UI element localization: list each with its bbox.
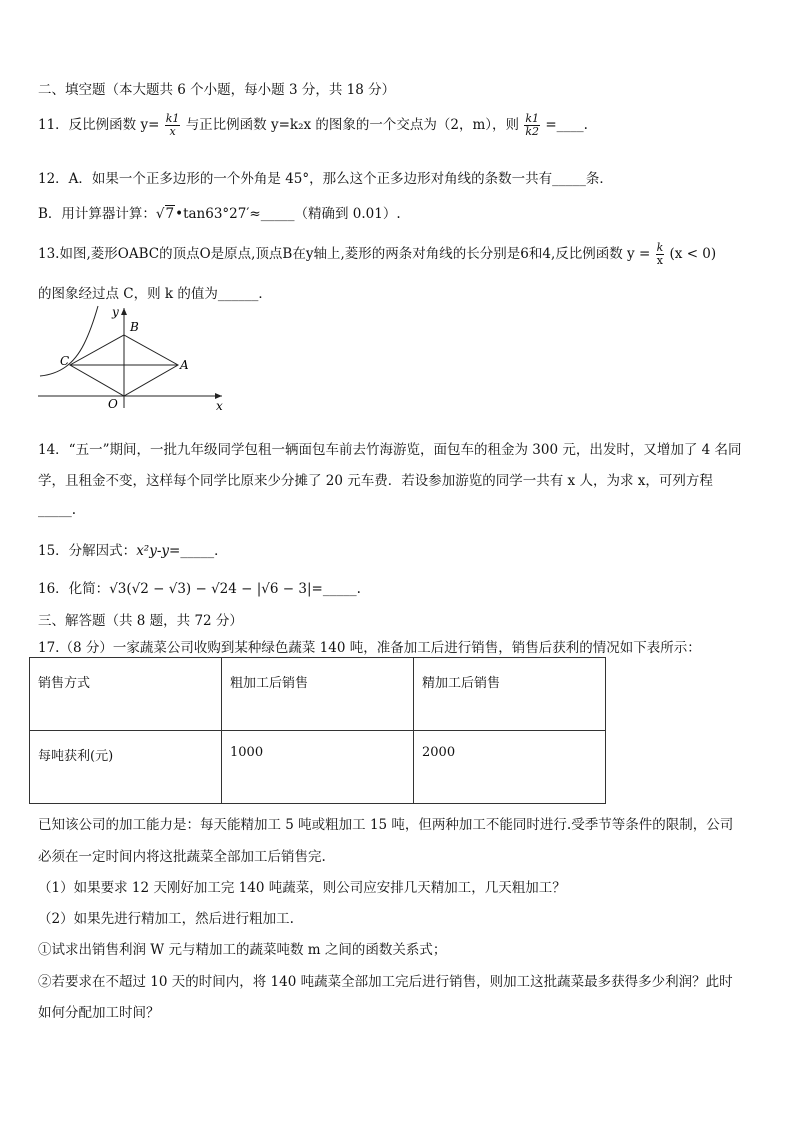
q11-fraction-1 bbox=[165, 113, 181, 138]
section-2-title: 二、填空题（本大题共 6 个小题，每小题 3 分，共 18 分） bbox=[38, 82, 396, 98]
table-header-cell: 精加工后销售 bbox=[414, 658, 606, 731]
q16-prefix: 16．化简： bbox=[38, 581, 110, 597]
q13-condition: (x < 0) bbox=[669, 246, 717, 262]
question-12a: 12．A．如果一个正多边形的一个外角是 45°，那么这个正多边形对角线的条数一共有_____条． bbox=[38, 171, 613, 187]
label-A: A bbox=[180, 358, 189, 372]
question-17-intro: 17.（8 分）一家蔬菜公司收购到某种绿色蔬菜 140 吨，准备加工后进行销售，销售后获利的情况如下表所示： bbox=[38, 640, 701, 656]
table-header-cell: 销售方式 bbox=[30, 658, 222, 731]
q13-frac-denominator: x bbox=[656, 254, 663, 267]
q13-frac-numerator: k bbox=[656, 241, 664, 254]
q15-prefix: 15．分解因式： bbox=[38, 543, 137, 559]
question-14-line-3: _____. bbox=[38, 502, 77, 518]
q12b-prefix: B．用计算器计算： bbox=[38, 206, 156, 222]
question-17-para-1: 已知该公司的加工能力是：每天能精加工 5 吨或粗加工 15 吨，但两种加工不能同时进行.受季节等条件的限制，公司 bbox=[38, 817, 734, 833]
q13-fraction bbox=[656, 242, 665, 267]
question-17-sub-1: （1）如果要求 12 天刚好加工完 140 吨蔬菜，则公司应安排几天精加工，几天粗加工？ bbox=[38, 880, 566, 896]
q16-expression: √3(√2 − √3) − √24 − |√6 − 3| bbox=[109, 581, 312, 597]
q11-prefix: 11．反比例函数 y= bbox=[38, 117, 160, 133]
q12b-suffix: •tan63°27′≈_____（精确到 0.01）. bbox=[175, 206, 401, 222]
label-C: C bbox=[60, 354, 70, 368]
table-cell: 2000 bbox=[414, 731, 606, 804]
rhombus-diagram bbox=[34, 302, 234, 412]
question-13-line-1 bbox=[38, 242, 716, 267]
q15-expression: x²y-y bbox=[136, 543, 170, 559]
question-17-sub-2: （2）如果先进行精加工，然后进行粗加工. bbox=[38, 911, 294, 927]
section-3-title: 三、解答题（共 8 题，共 72 分） bbox=[38, 613, 243, 629]
label-x: x bbox=[216, 399, 223, 412]
q11-frac2-denominator: k2 bbox=[525, 125, 540, 138]
sqrt-sign: √ bbox=[155, 206, 165, 222]
label-y: y bbox=[112, 305, 119, 319]
question-17-sub-2b-line-2: 如何分配加工时间？ bbox=[38, 1005, 160, 1021]
q15-suffix: =_____． bbox=[169, 543, 228, 559]
q11-suffix: =____. bbox=[545, 117, 588, 133]
q12b-radicand: 7 bbox=[165, 206, 175, 222]
q11-fraction-2 bbox=[524, 113, 540, 138]
q11-middle: 与正比例函数 y=k₂x 的图象的一个交点为（2，m），则 bbox=[185, 117, 520, 133]
table-cell: 每吨获利(元) bbox=[30, 731, 222, 804]
sales-table bbox=[29, 657, 606, 804]
q13-prefix: 13.如图,菱形OABC的顶点O是原点,顶点B在y轴上,菱形的两条对角线的长分别是6和4,反比例函数 y = bbox=[38, 246, 651, 262]
q11-frac1-numerator: k1 bbox=[165, 112, 180, 125]
question-15 bbox=[38, 539, 228, 559]
question-12b bbox=[38, 202, 401, 222]
table-row bbox=[30, 731, 606, 804]
question-16 bbox=[38, 577, 361, 597]
label-O: O bbox=[108, 397, 118, 411]
question-14-line-1: 14．“五一”期间，一批九年级同学包租一辆面包车前去竹海游览，面包车的租金为 300 元，出发时，又增加了 4 名同 bbox=[38, 442, 742, 458]
question-17-sub-2a: ①试求出销售利润 W 元与精加工的蔬菜吨数 m 之间的函数关系式； bbox=[38, 942, 447, 958]
q11-frac1-denominator: x bbox=[169, 125, 176, 138]
question-13-line-2: 的图象经过点 C，则 k 的值为______． bbox=[38, 286, 272, 302]
question-14-line-2: 学，且租金不变，这样每个同学比原来少分摊了 20 元车费．若设参加游览的同学一共有 x 人，为求 x，可列方程 bbox=[38, 473, 713, 489]
q16-suffix: =_____. bbox=[311, 581, 361, 597]
table-header-cell: 粗加工后销售 bbox=[222, 658, 414, 731]
question-11 bbox=[38, 113, 588, 138]
y-axis-arrow bbox=[121, 308, 127, 315]
table-header-row bbox=[30, 658, 606, 731]
question-17-para-2: 必须在一定时间内将这批蔬菜全部加工后销售完. bbox=[38, 849, 326, 865]
question-17-sub-2b-line-1: ②若要求在不超过 10 天的时间内，将 140 吨蔬菜全部加工完后进行销售，则加工这批蔬菜最多获得多少利润？此时 bbox=[38, 974, 733, 990]
q11-frac2-numerator: k1 bbox=[525, 112, 540, 125]
label-B: B bbox=[130, 320, 139, 334]
table-cell: 1000 bbox=[222, 731, 414, 804]
